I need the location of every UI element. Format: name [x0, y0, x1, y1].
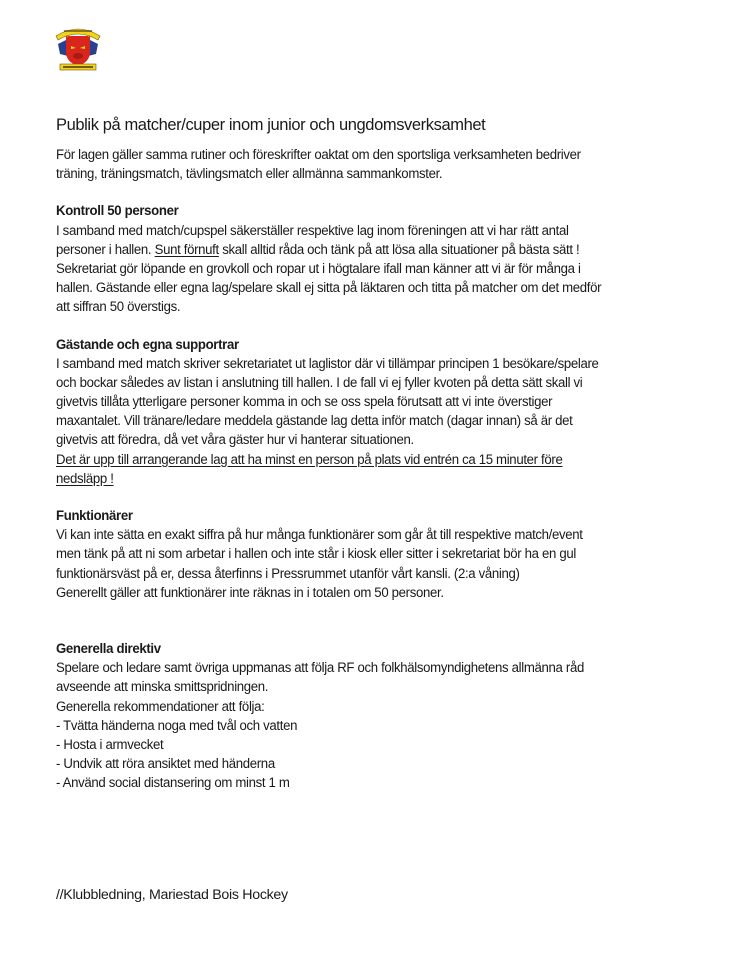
paragraph-line: Spelare och ledare samt övriga uppmanas att följa RF och folkhälsomyndighetens allmänna råd	[56, 660, 584, 677]
section-gastande	[56, 336, 736, 490]
paragraph-line: och bockar således av listan i anslutning till hallen. I de fall vi ej fyller kvoten på detta sätt skall vi	[56, 374, 583, 391]
list-item: - Hosta i armvecket	[56, 736, 164, 753]
section-funktionarer	[56, 507, 736, 603]
paragraph-line: givetvis att föredra, då vet våra gäster hur vi hanterar situationen.	[56, 432, 414, 449]
paragraph-line: givetvis tillåta ytterligare personer komma in och se oss spela förutsatt att vi inte överstiger	[56, 394, 553, 411]
paragraph-line: funktionärsväst på er, dessa återfinns i Pressrummet utanför vårt kansli. (2:a våning)	[56, 565, 520, 582]
section-kontroll	[56, 202, 736, 317]
paragraph-line: Generella rekommendationer att följa:	[56, 698, 265, 715]
paragraph-line	[56, 451, 688, 470]
text-span: skall alltid råda och tänk på att lösa alla situationer på bästa sätt !	[218, 241, 580, 258]
paragraph-line: att siffran 50 överstigs.	[56, 299, 181, 316]
section-generella-direktiv	[56, 640, 736, 794]
paragraph-line: I samband med match skriver sekretariatet ut laglistor där vi tillämpar principen 1 besökare/spelare	[56, 355, 599, 372]
paragraph-line	[56, 470, 688, 489]
intro-line: träning, träningsmatch, tävlingsmatch eller allmänna sammankomster.	[56, 166, 443, 183]
paragraph-line: maxantalet. Vill tränare/ledare meddela gästande lag detta inför match (dagar innan) så är det	[56, 413, 573, 430]
document-body	[56, 114, 736, 905]
section-heading: Kontroll 50 personer	[56, 203, 179, 220]
paragraph-line: Vi kan inte sätta en exakt siffra på hur många funktionärer som går åt till respektive match/event	[56, 527, 583, 544]
section-heading: Gästande och egna supportrar	[56, 336, 239, 353]
paragraph-line: men tänk på att ni som arbetar i hallen och inte står i kiosk eller sitter i sekretariat bör ha en gul	[56, 546, 576, 563]
list-item: - Använd social distansering om minst 1 m	[56, 775, 290, 792]
underlined-text: nedsläpp !	[56, 470, 114, 487]
underlined-text: Sunt förnuft	[154, 241, 219, 258]
paragraph-line: Sekretariat gör löpande en grovkoll och ropar ut i högtalare ifall man känner att vi är för många i	[56, 260, 581, 277]
club-logo	[52, 22, 104, 72]
mariestad-bois-hockey-crest-icon	[52, 22, 104, 72]
paragraph-line: hallen. Gästande eller egna lag/spelare skall ej sitta på läktaren och titta på matcher om det medför	[56, 280, 602, 297]
section-heading: Generella direktiv	[56, 640, 161, 657]
signature: //Klubbledning, Mariestad Bois Hockey	[56, 887, 288, 904]
paragraph-line: Generellt gäller att funktionärer inte räknas in i totalen om 50 personer.	[56, 584, 444, 601]
paragraph-line	[56, 241, 688, 260]
paragraph-line: I samband med match/cupspel säkerställer respektive lag inom föreningen att vi har rätt antal	[56, 222, 569, 239]
list-item: - Tvätta händerna noga med tvål och vatten	[56, 717, 298, 734]
list-item: - Undvik att röra ansiktet med händerna	[56, 756, 275, 773]
underlined-text: Det är upp till arrangerande lag att ha minst en person på plats vid entrén ca 15 minuter före	[56, 451, 563, 468]
section-heading: Funktionärer	[56, 508, 133, 524]
text-span: personer i hallen.	[56, 241, 155, 258]
document-title: Publik på matcher/cuper inom junior och ungdomsverksamhet	[56, 116, 486, 134]
intro-line: För lagen gäller samma rutiner och föreskrifter oaktat om den sportsliga verksamheten bedriver	[56, 147, 581, 163]
paragraph-line: avseende att minska smittspridningen.	[56, 679, 269, 696]
